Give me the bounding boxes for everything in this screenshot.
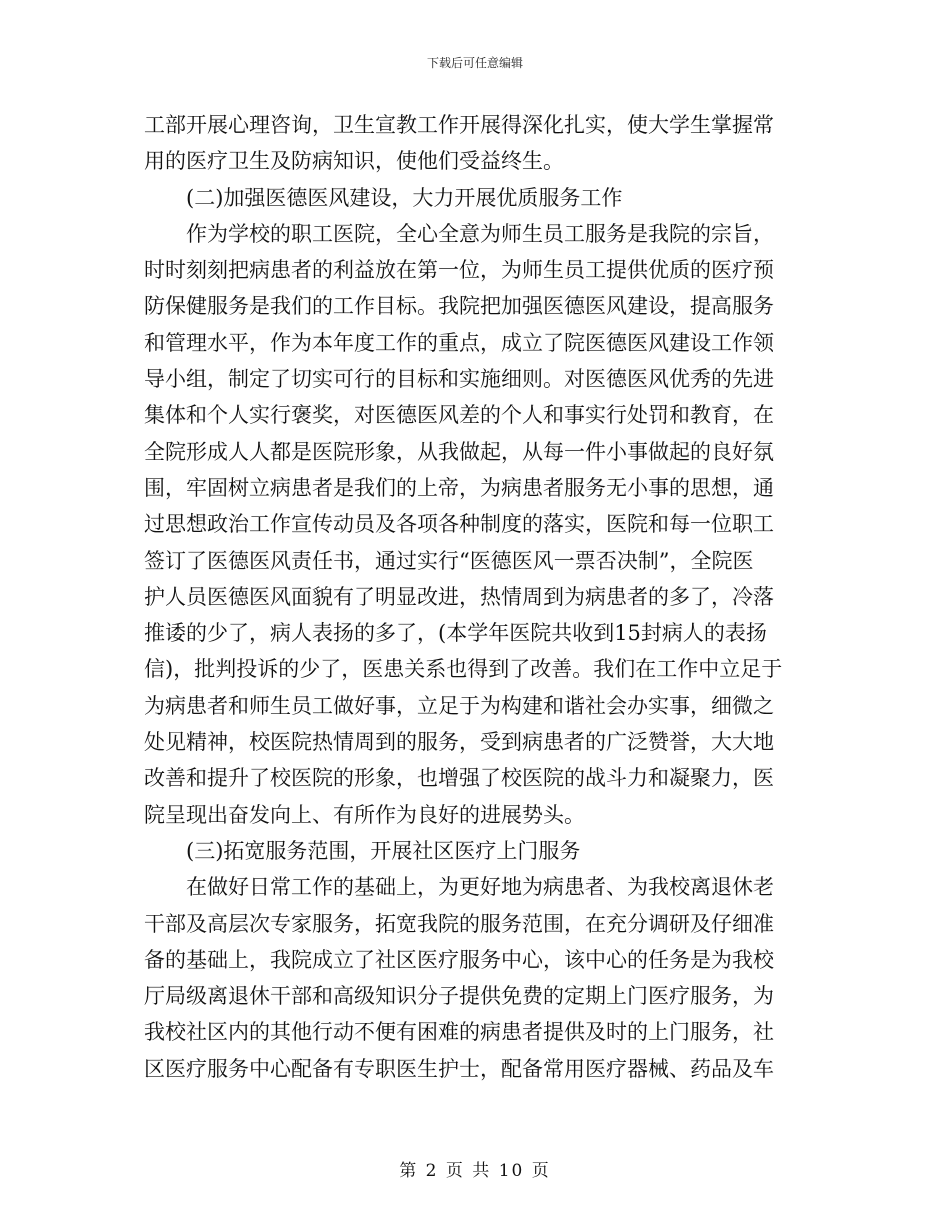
- text-line: 信)，批判投诉的少了，医患关系也得到了改善。我们在工作中立足于: [144, 657, 783, 682]
- text-line: 工部开展心理咨询，卫生宣教工作开展得深化扎实，使大学生掌握常: [144, 113, 774, 137]
- text-line: 区医疗服务中心配备有专职医生护士，配备常用医疗器械、药品及车: [144, 1056, 774, 1081]
- document-body: [144, 107, 808, 1087]
- text-line: 备的基础上，我院成立了社区医疗服务中心，该中心的任务是为我校: [144, 947, 774, 972]
- text-line: 厅局级离退休干部和高级知识分子提供免费的定期上门医疗服务，为: [144, 984, 774, 1009]
- text-line: 作为学校的职工医院，全心全意为师生员工服务是我院的宗旨，: [186, 221, 774, 246]
- page-footer: 第 2 页 共 10 页: [399, 1161, 551, 1181]
- text-line: 防保健服务是我们的工作目标。我院把加强医德医风建设，提高服务: [144, 294, 774, 319]
- text-line: 时时刻刻把病患者的利益放在第一位，为师生员工提供优质的医疗预: [144, 258, 774, 283]
- text-line: 院呈现出奋发向上、有所作为良好的进展势头。: [144, 802, 585, 827]
- text-line: 我校社区内的其他行动不便有困难的病患者提供及时的上门服务，社: [144, 1020, 774, 1045]
- text-line: 和管理水平，作为本年度工作的重点，成立了院医德医风建设工作领: [144, 330, 774, 355]
- text-line: 全院形成人人都是医院形象，从我做起，从每一件小事做起的良好氛: [144, 439, 774, 464]
- section-heading: (三)拓宽服务范围，开展社区医疗上门服务: [186, 838, 581, 863]
- text-line: 处见精神，校医院热情周到的服务，受到病患者的广泛赞誉，大大地: [144, 730, 774, 755]
- text-line: 用的医疗卫生及防病知识，使他们受益终生。: [144, 149, 564, 174]
- text-line: 集体和个人实行褒奖，对医德医风差的个人和事实行处罚和教育，在: [144, 403, 774, 428]
- section-heading: (二)加强医德医风建设，大力开展优质服务工作: [186, 185, 623, 210]
- text-line: 护人员医德医风面貌有了明显改进，热情周到为病患者的多了，冷落: [144, 584, 774, 609]
- text-line: 签订了医德医风责任书，通过实行“医德医风一票否决制”，全院医: [144, 548, 754, 573]
- text-line: 改善和提升了校医院的形象，也增强了校医院的战斗力和凝聚力，医: [144, 766, 774, 791]
- text-line: 导小组，制定了切实可行的目标和实施细则。对医德医风优秀的先进: [144, 367, 774, 392]
- page-header: 下载后可任意编辑: [426, 56, 523, 70]
- text-line: 推诿的少了，病人表扬的多了，(本学年医院共收到15封病人的表扬: [144, 621, 767, 646]
- text-line: 过思想政治工作宣传动员及各项各种制度的落实，医院和每一位职工: [144, 512, 774, 537]
- text-line: 为病患者和师生员工做好事，立足于为构建和谐社会办实事，细微之: [144, 693, 774, 718]
- text-line: 在做好日常工作的基础上，为更好地为病患者、为我校离退休老: [186, 875, 774, 900]
- text-line: 围，牢固树立病患者是我们的上帝，为病患者服务无小事的思想，通: [144, 475, 774, 500]
- text-line: 干部及高层次专家服务，拓宽我院的服务范围，在充分调研及仔细准: [144, 911, 774, 936]
